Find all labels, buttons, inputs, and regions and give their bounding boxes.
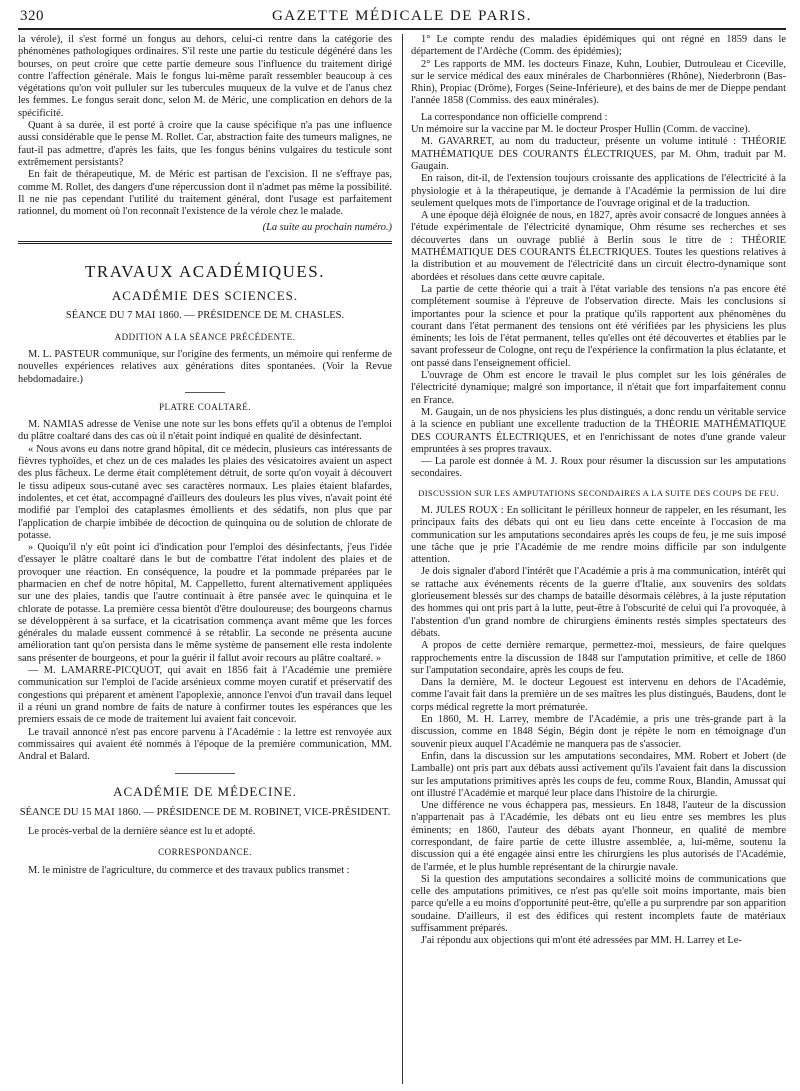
- paragraph: Une différence ne vous échappera pas, messieurs. En 1848, l'auteur de la discussion n'appartenait pas à l'Académie, les débats ont eu lieu entre ses membres les plus éminents; en 1860, l'auteur des débats ayant l'honneur, en qualité de membre correspondant, de faire partie de cette illustre assemblée, a, lui-même, soutenu la discussion qui a été engagée ainsi entre les chirurgiens les plus autorisés de l'Académie, de l'armée, et le plus humble représentant de la chirurgie navale.: [411, 800, 786, 873]
- paragraph: Enfin, dans la discussion sur les amputations secondaires, MM. Robert et Jobert (de Lamballe) ont pris part aux débats aussi activement qu'ils l'avaient fait dans la discussion sur les amputations primitives après les coups de feu, comme Roux, Blandin, Amussat qui ont illustré l'Académie et marqué leur place dans l'histoire de la chirurgie.: [411, 750, 786, 799]
- paragraph: » Quoiqu'il n'y eût point ici d'indication pour l'emploi des désinfectants, j'eus l'idée d'essayer le plâtre coaltaré dans le but de combattre l'état indolent des plaies et de provoquer une réaction. En conséquence, la poudre et la pommade préparées par le pharmacien en chef de notre hôpital, M. Cappelletto, furent alternativement appliquées sur une des plaies, tandis que l'autre continuait à être pansée avec le quinquina et le chlorate de potasse. La première cessa bientôt d'être douloureuse; des bourgeons charnus se développèrent à sa surface, et la cicatrisation commença avant même que les forces générales du malade eussent commencé à se rétablir. La seconde ne présenta aucune amélioration tant qu'on persista dans le même système de pansement elle resta indolente sans présenter de bourgeons, et pour la guérir il fallut avoir recours au plâtre coaltaré. »: [18, 542, 392, 664]
- paragraph: Quant à sa durée, il est porté à croire que la cause spécifique n'a pas une influence aussi considérable que le pense M. Rollet. Car, abstraction faite des tumeurs malignes, ne faut-il pas admettre, d'après les faits, que les fongus bénins vulgaires du testicule sont extrêmement persistants?: [18, 120, 392, 168]
- running-title: GAZETTE MÉDICALE DE PARIS.: [271, 8, 533, 24]
- paragraph: La partie de cette théorie qui a trait à l'état variable des tensions n'a pas encore été complétement soumise à l'épreuve de l'observation directe. Mais les conclusions si importantes pour la science et pour la pratique qu'ils rapportent aux phénomènes du courant dans l'état permanent des tensions ont été vérifiées par les physiciens les plus éminents; les lois de l'état permanent, telles qu'elles ont été découvertes et établies par le savant professeur de Cologne, ont reçu de l'expérience la confirmation la plus éclatante, et ont passé dans l'enseignement officiel.: [411, 283, 786, 369]
- column-rule: [402, 34, 403, 1084]
- short-rule: [185, 392, 225, 393]
- paragraph: 1° Le compte rendu des maladies épidémiques qui ont régné en 1859 dans le département de l'Ardèche (Comm. des épidémies);: [411, 34, 786, 58]
- paragraph: « Nous avons eu dans notre grand hôpital, dit ce médecin, plusieurs cas intéressants de fièvres typhoïdes, et chez un de ces malades les plaies des vésicatoires avaient un aspect des plus fâcheux. Le derme était complétement détruit, de sorte qu'on voyait à découvert le tissu adipeux sous-cutané avec ses caractères normaux. Les plaies étaient blafardes, indolentes, et cet état, accompagné d'ailleurs des douleurs les plus vives, n'avait point été modifié par l'emploi des cataplasmes émollients et des sédatifs, non plus que par l'application de charpie imbibée de décoction de quinquina ou de solution de chlorate de potasse.: [18, 443, 392, 541]
- subheading: DISCUSSION SUR LES AMPUTATIONS SECONDAIRES A LA SUITE DES COUPS DE FEU.: [418, 487, 779, 498]
- paragraph: M. NAMIAS adresse de Venise une note sur les bons effets qu'il a obtenus de l'emploi du plâtre coaltaré dans des cas où il n'était point indiqué en qualité de désinfectant.: [18, 419, 392, 443]
- paragraph: la vérole), il s'est formé un fongus au dehors, celui-ci rentre dans la catégorie des phénomènes pathologiques ordinaires. S'il reste une partie du testicule dégénéré dans les bourses, on peut croire que cette partie demeure sous l'influence du traitement dirigé contre l'affection générale. Mais le fongus lui-même paraît ressembler beaucoup à ces végétations qu'on voit pulluler sur les tubercules muqueux de la vulve et de l'anus chez les femmes. Le fongus serait donc, selon M. de Méric, une complication en dehors de la spécificité.: [18, 34, 392, 119]
- paragraph: En raison, dit-il, de l'extension toujours croissante des applications de l'électricité à la physiologie et à la thérapeutique, je demande à l'Académie la permission de lui dire seulement quelques mots de l'importance de l'ouvrage original et de la traduction.: [411, 173, 786, 209]
- paragraph: Dans la dernière, M. le docteur Legouest est intervenu en dehors de l'Académie, comme l'avait fait dans la première un de ses maîtres les plus distingués, Baudens, dont le corps médical regrette la mort prématurée.: [411, 677, 786, 713]
- paragraph: L'ouvrage de Ohm est encore le travail le plus complet sur les lois générales de l'électricité dynamique; malgré son importance, il n'était que fort imparfaitement connu en France.: [411, 370, 786, 406]
- session-heading: SÉANCE DU 7 MAI 1860. — PRÉSIDENCE DE M. CHASLES.: [65, 310, 345, 322]
- subheading: PLATRE COALTARÉ.: [159, 401, 251, 412]
- paragraph: Si la question des amputations secondaires a sollicité moins de communications que celle des amputations primitives, ce n'est pas qu'elle soit moins importante, mais bien parce qu'elle a eu moins d'opportunité peut-être, qu'elle a pu surprendre par son apparition soudaine. D'ailleurs, il est des édifices qui restent incomplets faute de matériaux suffisamment préparés.: [411, 873, 786, 935]
- right-column: [411, 34, 786, 948]
- section-title: TRAVAUX ACADÉMIQUES.: [84, 261, 325, 281]
- left-column: [18, 34, 392, 877]
- paragraph: Un mémoire sur la vaccine par M. le docteur Prosper Hullin (Comm. de vaccine).: [411, 124, 751, 136]
- page-header: [18, 6, 786, 28]
- paragraph: Je dois signaler d'abord l'intérêt que l'Académie a pris à ma communication, intérêt qui se rattache aux événements récents de la guerre d'Italie, aux souvenirs des soldats glorieusement blessés sur des champs de bataille désormais célèbres, à la juste réputation des hommes qui ont pris part à la lutte, peut-être à l'obscurité de celui qui l'a provoquée, à l'abstention d'un grand nombre de chirurgiens éminents restés simples spectateurs des débats.: [411, 566, 786, 639]
- subheading: CORRESPONDANCE.: [158, 847, 252, 858]
- short-rule: [175, 773, 235, 774]
- paragraph: M. GAVARRET, au nom du traducteur, présente un volume intitulé : THÉORIE MATHÉMATIQUE DES COURANTS ÉLECTRIQUES, par M. Ohm, traduit par M. Gaugain.: [411, 136, 786, 172]
- academy-heading: ACADÉMIE DES SCIENCES.: [111, 288, 299, 304]
- paragraph: A propos de cette dernière remarque, permettez-moi, messieurs, de faire quelques rapprochements entre la discussion de 1848 sur l'amputation primitive, et celle de 1860 sur l'amputation secondaire, après les coups de feu.: [411, 640, 786, 676]
- paragraph: J'ai répondu aux objections qui m'ont été adressées par MM. H. Larrey et Le-: [421, 935, 742, 947]
- paragraph: En 1860, M. H. Larrey, membre de l'Académie, a pris une très-grande part à la discussion, comme en 1848 Ségin, Bégin dont je répète le nom en témoignage d'un souvenir pieux auquel l'Académie ne manquera pas de s'associer.: [411, 714, 786, 750]
- page-number: 320: [20, 8, 44, 24]
- paragraph: — La parole est donnée à M. J. Roux pour résumer la discussion sur les amputations secondaires.: [411, 456, 786, 480]
- section-divider: [18, 241, 392, 244]
- newspaper-page: [18, 0, 786, 1091]
- header-rule: [18, 28, 786, 30]
- paragraph: Le travail annoncé n'est pas encore parvenu à l'Académie : la lettre est renvoyée aux commissaires qui avaient été nommés à l'époque de la première communication, MM. Andral et Balard.: [18, 726, 392, 763]
- paragraph: M. le ministre de l'agriculture, du commerce et des travaux publics transmet :: [28, 864, 350, 876]
- paragraph: 2° Les rapports de MM. les docteurs Finaze, Kuhn, Loubier, Dutrouleau et Ciceville, sur le service médical des eaux minérales de Charbonnières (Rhône), Niederbronn (Bas-Rhin), Propiac (Drôme), Forges (Seine-Inférieure), et des bains de mer de Dieppe pendant l'année 1858 (Commiss. des eaux minérales).: [411, 58, 786, 107]
- continuation-note: (La suite au prochain numéro.): [262, 222, 392, 234]
- paragraph: — M. LAMARRE-PICQUOT, qui avait en 1856 fait à l'Académie une première communication sur l'emploi de l'acide arsénieux comme moyen curatif et préservatif des congestions qui préparent et amènent l'apoplexie, annonce l'envoi d'un travail dans lequel il a réuni un grand nombre de faits de nature à confirmer toutes les espérances que les premiers essais de ce mode de traitement lui avaient fait concevoir.: [18, 665, 392, 726]
- paragraph: M. Gaugain, un de nos physiciens les plus distingués, a donc rendu un véritable service à la science en publiant une excellente traduction de la THÉORIE MATHÉMATIQUE DES COURANTS ÉLECTRIQUES, et en l'enrichissant de notes d'une grande valeur empruntées à ses propres travaux.: [411, 406, 786, 455]
- paragraph: M. L. PASTEUR communique, sur l'origine des ferments, un mémoire qui renferme de nouvelles expériences relatives aux générations dites spontanées. (Voir la Revue hebdomadaire.): [18, 348, 392, 385]
- paragraph: Le procès-verbal de la dernière séance est lu et adopté.: [28, 826, 256, 838]
- paragraph: En fait de thérapeutique, M. de Méric est partisan de l'excision. Il ne s'effraye pas, comme M. Rollet, des dangers d'une répercussion dont il n'admet pas même la possibilité. Il ne nie pas cependant l'utilité du traitement général, dont l'usage est parfaitement rationnel, du moment où l'on reconnaît l'existence de la vérole chez le malade.: [18, 169, 392, 218]
- paragraph: La correspondance non officielle comprend :: [421, 111, 608, 123]
- paragraph: M. JULES ROUX : En sollicitant le périlleux honneur de rappeler, en les résumant, les principaux faits des débats qui ont eu lieu dans cette enceinte à l'occasion de ma communication sur les amputations secondaires après les coups de feu, je me suis imposé une tâche que je prie l'Académie de me rendre moins difficile par son indulgente attention.: [411, 504, 786, 566]
- paragraph: A une époque déjà éloignée de nous, en 1827, après avoir consacré de longues années à l'étude expérimentale de l'électricité dynamique, Ohm résume ses recherches et ses découvertes dans un ouvrage publié à Berlin sous le titre de : THÉORIE MATHÉMATIQUE DES COURANTS ÉLECTRIQUES. Toutes les questions relatives à la distribution et au mouvement de l'électricité dans un circuit électro-dynamique sont abordées et résolues dans cette œuvre capitale.: [411, 210, 786, 283]
- session-heading: SÉANCE DU 15 MAI 1860. — PRÉSIDENCE DE M. ROBINET, VICE-PRÉSIDENT.: [19, 806, 391, 818]
- subheading: ADDITION A LA SÉANCE PRÉCÉDENTE.: [114, 331, 296, 342]
- academy-heading: ACADÉMIE DE MÉDECINE.: [113, 784, 297, 800]
